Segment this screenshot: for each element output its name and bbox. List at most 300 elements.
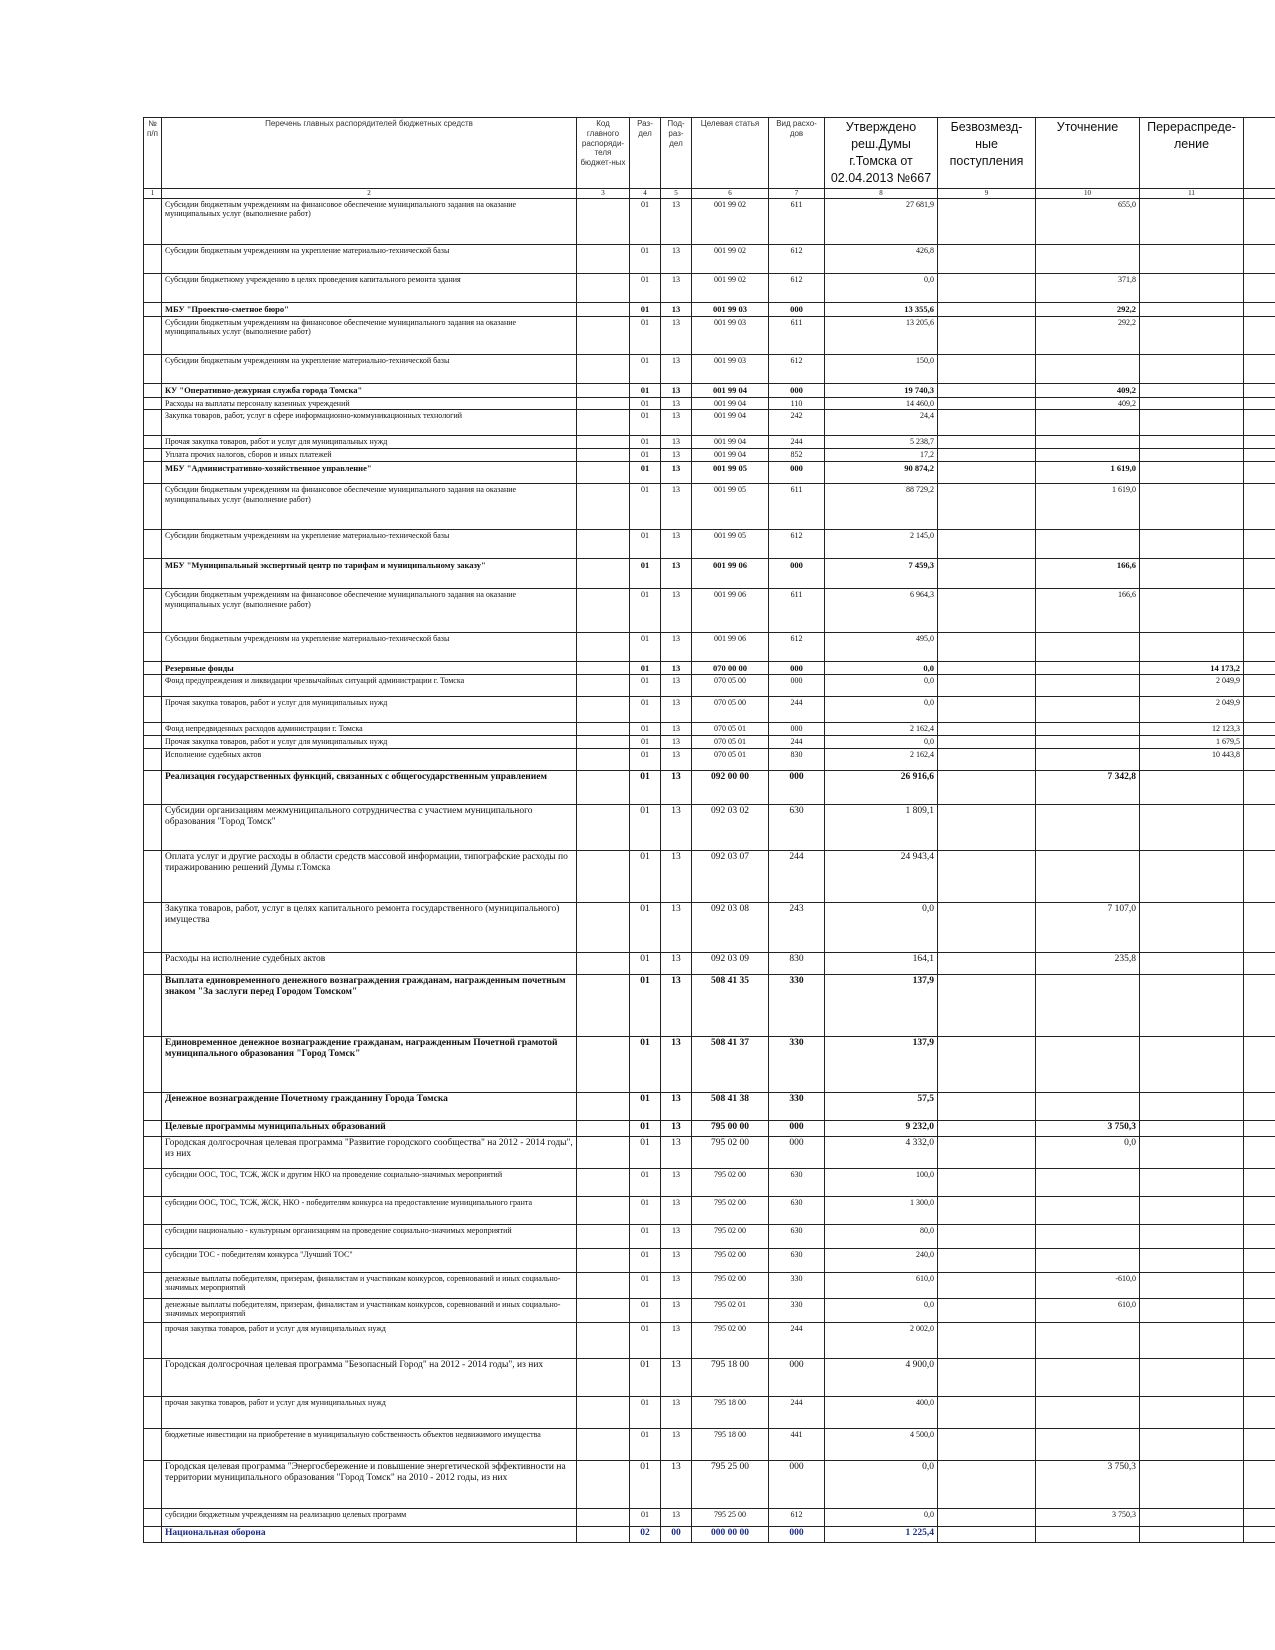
row-number [144, 661, 162, 674]
row-redistribution: 12 123,3 [1140, 723, 1244, 736]
row-section: 01 [630, 804, 661, 850]
row-number [144, 1298, 162, 1322]
row-name: Субсидии организациям межмуниципального сотрудничества с участием муниципального образования "Город Томск" [162, 804, 577, 850]
row-redistribution [1140, 461, 1244, 483]
row-section: 01 [630, 244, 661, 273]
row-number [144, 632, 162, 661]
row-redistribution [1140, 1120, 1244, 1136]
row-number [144, 1460, 162, 1508]
row-redistribution [1140, 804, 1244, 850]
row-redistribution [1140, 974, 1244, 1036]
row-section: 01 [630, 1136, 661, 1168]
col-grants-header: Безвозмезд-ные поступления [938, 118, 1036, 189]
row-subsection: 13 [661, 461, 692, 483]
row-expense-type: 852 [769, 449, 825, 462]
row-number [144, 1396, 162, 1428]
table-row [144, 661, 1275, 674]
row-name: Исполнение судебных актов [162, 748, 577, 770]
row-refinement: 1 619,0 [1036, 461, 1140, 483]
row-grants [938, 952, 1036, 974]
row-section: 01 [630, 697, 661, 723]
row-refinement [1036, 449, 1140, 462]
table-row [144, 198, 1275, 244]
row-grants [938, 661, 1036, 674]
row-refinement: 610,0 [1036, 1298, 1140, 1322]
row-edge [1244, 1508, 1275, 1526]
row-expense-type: 000 [769, 461, 825, 483]
row-edge [1244, 410, 1275, 436]
row-code [577, 1322, 630, 1358]
row-target-article: 092 03 07 [692, 850, 769, 902]
row-grants [938, 1136, 1036, 1168]
row-section: 01 [630, 952, 661, 974]
row-grants [938, 383, 1036, 397]
row-section: 01 [630, 1120, 661, 1136]
row-code [577, 1508, 630, 1526]
row-target-article: 001 99 04 [692, 410, 769, 436]
row-grants [938, 397, 1036, 410]
row-section: 01 [630, 1322, 661, 1358]
row-subsection: 13 [661, 244, 692, 273]
row-expense-type: 000 [769, 1526, 825, 1542]
row-target-article: 795 18 00 [692, 1428, 769, 1460]
row-grants [938, 675, 1036, 697]
row-approved: 495,0 [825, 632, 938, 661]
row-grants [938, 974, 1036, 1036]
row-redistribution [1140, 1526, 1244, 1542]
row-expense-type: 000 [769, 1358, 825, 1396]
row-number [144, 483, 162, 529]
row-section: 01 [630, 661, 661, 674]
row-refinement: -610,0 [1036, 1272, 1140, 1298]
row-grants [938, 697, 1036, 723]
row-subsection: 13 [661, 397, 692, 410]
row-target-article: 795 18 00 [692, 1358, 769, 1396]
row-refinement: 3 750,3 [1036, 1460, 1140, 1508]
row-grants [938, 735, 1036, 748]
table-row [144, 1508, 1275, 1526]
table-row [144, 675, 1275, 697]
row-section: 01 [630, 1428, 661, 1460]
row-edge [1244, 1272, 1275, 1298]
table-row [144, 697, 1275, 723]
row-name: Единовременное денежное вознаграждение гражданам, награжденным Почетной грамотой муниципального образования "Город Томск" [162, 1036, 577, 1092]
row-approved: 610,0 [825, 1272, 938, 1298]
row-redistribution [1140, 1092, 1244, 1120]
row-redistribution [1140, 1396, 1244, 1428]
row-code [577, 902, 630, 952]
row-section: 01 [630, 461, 661, 483]
row-subsection: 13 [661, 1358, 692, 1396]
row-target-article: 092 03 02 [692, 804, 769, 850]
row-edge [1244, 1460, 1275, 1508]
table-row [144, 1224, 1275, 1248]
row-redistribution [1140, 1136, 1244, 1168]
row-grants [938, 529, 1036, 558]
row-refinement [1036, 1322, 1140, 1358]
row-refinement [1036, 697, 1140, 723]
row-edge [1244, 850, 1275, 902]
row-approved: 6 964,3 [825, 588, 938, 632]
row-refinement: 0,0 [1036, 1136, 1140, 1168]
table-row [144, 1322, 1275, 1358]
row-code [577, 632, 630, 661]
row-number [144, 723, 162, 736]
row-target-article: 070 05 01 [692, 748, 769, 770]
row-approved: 0,0 [825, 661, 938, 674]
row-section: 01 [630, 1168, 661, 1196]
row-subsection: 13 [661, 748, 692, 770]
row-expense-type: 611 [769, 316, 825, 354]
row-subsection: 00 [661, 1526, 692, 1542]
row-approved: 24 943,4 [825, 850, 938, 902]
row-name: Закупка товаров, работ, услуг в сфере информационно-коммуникационных технологий [162, 410, 577, 436]
row-redistribution: 14 173,2 [1140, 661, 1244, 674]
row-approved: 150,0 [825, 354, 938, 383]
row-code [577, 302, 630, 316]
table-row [144, 461, 1275, 483]
row-expense-type: 000 [769, 1120, 825, 1136]
row-number [144, 735, 162, 748]
row-code [577, 675, 630, 697]
row-edge [1244, 1526, 1275, 1542]
row-expense-type: 611 [769, 483, 825, 529]
row-edge [1244, 1168, 1275, 1196]
row-subsection: 13 [661, 952, 692, 974]
row-edge [1244, 723, 1275, 736]
row-approved: 137,9 [825, 1036, 938, 1092]
row-target-article: 795 25 00 [692, 1508, 769, 1526]
row-code [577, 529, 630, 558]
row-name: Расходы на исполнение судебных актов [162, 952, 577, 974]
row-code [577, 1298, 630, 1322]
table-row [144, 902, 1275, 952]
row-grants [938, 1272, 1036, 1298]
row-expense-type: 000 [769, 661, 825, 674]
row-expense-type: 630 [769, 1196, 825, 1224]
row-grants [938, 1460, 1036, 1508]
row-refinement: 409,2 [1036, 383, 1140, 397]
row-code [577, 1248, 630, 1272]
table-row [144, 354, 1275, 383]
row-expense-type: 244 [769, 436, 825, 449]
row-edge [1244, 483, 1275, 529]
row-code [577, 850, 630, 902]
row-code [577, 1092, 630, 1120]
row-grants [938, 244, 1036, 273]
row-approved: 240,0 [825, 1248, 938, 1272]
col-number: 7 [769, 188, 825, 198]
row-name: Субсидии бюджетным учреждениям на финансовое обеспечение муниципального задания на оказание муниципальных услуг (выполнение работ) [162, 588, 577, 632]
row-refinement [1036, 410, 1140, 436]
table-row [144, 1168, 1275, 1196]
row-edge [1244, 449, 1275, 462]
table-row [144, 1272, 1275, 1298]
row-edge [1244, 1120, 1275, 1136]
row-code [577, 697, 630, 723]
row-name: Оплата услуг и другие расходы в области средств массовой информации, типографские расходы по тиражированию решений Думы г.Томска [162, 850, 577, 902]
table-row [144, 735, 1275, 748]
row-code [577, 354, 630, 383]
row-subsection: 13 [661, 697, 692, 723]
row-edge [1244, 1358, 1275, 1396]
row-section: 01 [630, 302, 661, 316]
row-redistribution [1140, 1460, 1244, 1508]
row-edge [1244, 974, 1275, 1036]
row-approved: 2 162,4 [825, 723, 938, 736]
row-redistribution [1140, 244, 1244, 273]
row-edge [1244, 244, 1275, 273]
row-refinement: 371,8 [1036, 273, 1140, 302]
col-number: 9 [938, 188, 1036, 198]
table-row [144, 383, 1275, 397]
row-redistribution [1140, 1322, 1244, 1358]
row-subsection: 13 [661, 1428, 692, 1460]
row-subsection: 13 [661, 723, 692, 736]
row-subsection: 13 [661, 302, 692, 316]
row-refinement [1036, 661, 1140, 674]
row-code [577, 1396, 630, 1428]
row-target-article: 070 05 00 [692, 675, 769, 697]
row-code [577, 1272, 630, 1298]
row-expense-type: 330 [769, 1036, 825, 1092]
row-section: 01 [630, 588, 661, 632]
row-target-article: 001 99 02 [692, 198, 769, 244]
row-redistribution [1140, 397, 1244, 410]
row-subsection: 13 [661, 735, 692, 748]
row-target-article: 795 02 00 [692, 1196, 769, 1224]
row-grants [938, 354, 1036, 383]
row-expense-type: 242 [769, 410, 825, 436]
col-number-header: № п/п [144, 118, 162, 189]
row-expense-type: 110 [769, 397, 825, 410]
row-approved: 1 809,1 [825, 804, 938, 850]
row-name: денежные выплаты победителям, призерам, финалистам и участникам конкурсов, соревнований и иных социально-значимых мероприятий [162, 1298, 577, 1322]
row-code [577, 1428, 630, 1460]
row-refinement [1036, 1196, 1140, 1224]
row-name: Расходы на выплаты персоналу казенных учреждений [162, 397, 577, 410]
row-expense-type: 630 [769, 1248, 825, 1272]
table-row [144, 558, 1275, 588]
row-refinement [1036, 850, 1140, 902]
row-subsection: 13 [661, 449, 692, 462]
row-name: Городская долгосрочная целевая программа "Развитие городского сообщества" на 2012 - 2014 годы", из них [162, 1136, 577, 1168]
row-edge [1244, 1428, 1275, 1460]
row-grants [938, 902, 1036, 952]
row-target-article: 070 05 01 [692, 735, 769, 748]
row-target-article: 795 02 00 [692, 1168, 769, 1196]
row-target-article: 001 99 05 [692, 461, 769, 483]
row-target-article: 795 02 00 [692, 1272, 769, 1298]
row-edge [1244, 1036, 1275, 1092]
row-refinement [1036, 735, 1140, 748]
row-redistribution [1140, 902, 1244, 952]
row-approved: 2 145,0 [825, 529, 938, 558]
row-target-article: 001 99 05 [692, 483, 769, 529]
table-row [144, 397, 1275, 410]
row-expense-type: 244 [769, 1322, 825, 1358]
col-edge-header [1244, 118, 1275, 189]
row-number [144, 1428, 162, 1460]
row-expense-type: 000 [769, 723, 825, 736]
row-section: 01 [630, 850, 661, 902]
row-name: Субсидии бюджетным учреждениям на финансовое обеспечение муниципального задания на оказание муниципальных услуг (выполнение работ) [162, 316, 577, 354]
row-name: субсидии национально - культурным организациям на проведение социально-значимых мероприятий [162, 1224, 577, 1248]
row-target-article: 001 99 03 [692, 354, 769, 383]
row-grants [938, 436, 1036, 449]
row-name: Прочая закупка товаров, работ и услуг для муниципальных нужд [162, 697, 577, 723]
row-redistribution [1140, 1036, 1244, 1092]
row-number [144, 902, 162, 952]
row-code [577, 974, 630, 1036]
row-number [144, 558, 162, 588]
row-redistribution [1140, 558, 1244, 588]
budget-table-sheet [143, 117, 1275, 1543]
row-number [144, 354, 162, 383]
table-row [144, 410, 1275, 436]
row-edge [1244, 952, 1275, 974]
row-redistribution [1140, 632, 1244, 661]
table-row [144, 1460, 1275, 1508]
row-section: 01 [630, 436, 661, 449]
row-section: 01 [630, 273, 661, 302]
row-expense-type: 244 [769, 850, 825, 902]
row-refinement [1036, 354, 1140, 383]
col-number: 8 [825, 188, 938, 198]
row-edge [1244, 1224, 1275, 1248]
row-grants [938, 804, 1036, 850]
row-redistribution [1140, 952, 1244, 974]
row-approved: 0,0 [825, 697, 938, 723]
row-code [577, 436, 630, 449]
row-subsection: 13 [661, 1396, 692, 1428]
row-number [144, 397, 162, 410]
row-grants [938, 588, 1036, 632]
table-row [144, 770, 1275, 804]
table-row [144, 952, 1275, 974]
row-number [144, 850, 162, 902]
row-expense-type: 330 [769, 1092, 825, 1120]
col-code-header: Код главного распоряди-теля бюджет-ных [577, 118, 630, 189]
col-number: 11 [1140, 188, 1244, 198]
row-approved: 90 874,2 [825, 461, 938, 483]
row-number [144, 383, 162, 397]
row-edge [1244, 461, 1275, 483]
row-approved: 400,0 [825, 1396, 938, 1428]
row-grants [938, 1298, 1036, 1322]
row-expense-type: 441 [769, 1428, 825, 1460]
col-number: 10 [1036, 188, 1140, 198]
row-refinement [1036, 436, 1140, 449]
row-section: 01 [630, 1272, 661, 1298]
row-refinement: 7 342,8 [1036, 770, 1140, 804]
row-edge [1244, 588, 1275, 632]
row-approved: 27 681,9 [825, 198, 938, 244]
row-edge [1244, 354, 1275, 383]
table-row [144, 804, 1275, 850]
row-number [144, 316, 162, 354]
row-target-article: 001 99 02 [692, 244, 769, 273]
row-expense-type: 830 [769, 952, 825, 974]
row-refinement: 409,2 [1036, 397, 1140, 410]
row-refinement: 166,6 [1036, 588, 1140, 632]
row-grants [938, 483, 1036, 529]
row-subsection: 13 [661, 436, 692, 449]
row-target-article: 001 99 05 [692, 529, 769, 558]
row-number [144, 697, 162, 723]
row-number [144, 974, 162, 1036]
row-number [144, 1508, 162, 1526]
col-number: 4 [630, 188, 661, 198]
row-edge [1244, 770, 1275, 804]
row-grants [938, 1036, 1036, 1092]
col-section-header: Раз-дел [630, 118, 661, 189]
row-code [577, 461, 630, 483]
row-approved: 17,2 [825, 449, 938, 462]
table-row [144, 316, 1275, 354]
row-refinement: 166,6 [1036, 558, 1140, 588]
row-expense-type: 000 [769, 1136, 825, 1168]
row-grants [938, 449, 1036, 462]
row-code [577, 449, 630, 462]
table-row [144, 850, 1275, 902]
row-number [144, 770, 162, 804]
row-target-article: 000 00 00 [692, 1526, 769, 1542]
row-refinement [1036, 529, 1140, 558]
row-subsection: 13 [661, 383, 692, 397]
row-number [144, 1358, 162, 1396]
row-name: Фонд непредвиденных расходов администрации г. Томска [162, 723, 577, 736]
row-number [144, 675, 162, 697]
row-grants [938, 461, 1036, 483]
col-name-header: Перечень главных распорядителей бюджетных средств [162, 118, 577, 189]
row-expense-type: 612 [769, 1508, 825, 1526]
row-code [577, 1168, 630, 1196]
row-refinement [1036, 804, 1140, 850]
row-subsection: 13 [661, 588, 692, 632]
row-code [577, 558, 630, 588]
row-name: МБУ "Административно-хозяйственное управление" [162, 461, 577, 483]
row-refinement [1036, 1526, 1140, 1542]
table-row [144, 1036, 1275, 1092]
row-target-article: 070 05 01 [692, 723, 769, 736]
row-code [577, 735, 630, 748]
row-edge [1244, 436, 1275, 449]
row-section: 01 [630, 558, 661, 588]
row-code [577, 770, 630, 804]
row-grants [938, 723, 1036, 736]
row-refinement [1036, 1396, 1140, 1428]
row-subsection: 13 [661, 1120, 692, 1136]
row-number [144, 1272, 162, 1298]
row-expense-type: 244 [769, 697, 825, 723]
table-row [144, 1396, 1275, 1428]
row-approved: 164,1 [825, 952, 938, 974]
row-target-article: 070 00 00 [692, 661, 769, 674]
row-grants [938, 632, 1036, 661]
row-redistribution [1140, 449, 1244, 462]
row-name: прочая закупка товаров, работ и услуг для муниципальных нужд [162, 1396, 577, 1428]
row-subsection: 13 [661, 974, 692, 1036]
row-number [144, 1196, 162, 1224]
row-target-article: 001 99 04 [692, 449, 769, 462]
row-approved: 19 740,3 [825, 383, 938, 397]
row-grants [938, 1428, 1036, 1460]
col-number: 3 [577, 188, 630, 198]
row-code [577, 1460, 630, 1508]
col-number-edge [1244, 188, 1275, 198]
row-grants [938, 1120, 1036, 1136]
